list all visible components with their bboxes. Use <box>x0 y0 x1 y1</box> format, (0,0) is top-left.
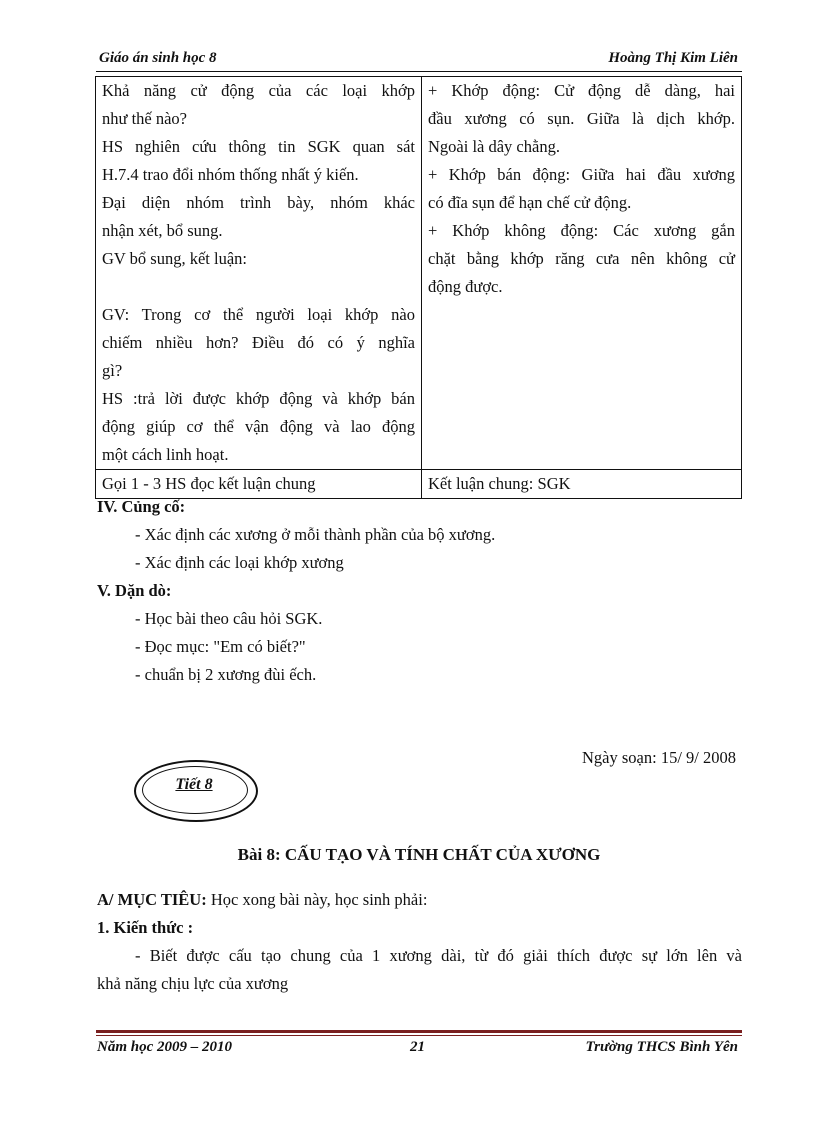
header-left: Giáo án sinh học 8 <box>99 50 217 66</box>
list-item: - Đọc mục: "Em có biết?" <box>135 637 306 656</box>
table-line: Khả năng cử động của các loại khớp <box>102 81 415 100</box>
table-line: + Khớp không động: Các xương gắn <box>428 221 735 240</box>
knowledge-heading: 1. Kiến thức : <box>97 918 194 937</box>
header-rule <box>96 71 742 72</box>
table-line: Đại diện nhóm trình bày, nhóm khác <box>102 193 415 212</box>
section-iv-heading: IV. Củng cố: <box>97 497 186 516</box>
footer-rule-thin <box>96 1035 742 1036</box>
conclusion-activity-cell: Gọi 1 - 3 HS đọc kết luận chung <box>96 470 422 499</box>
content-cell <box>422 77 742 470</box>
objectives-line <box>97 886 427 914</box>
table-line: động được. <box>428 277 503 296</box>
table-line: + Khớp bán động: Giữa hai đầu xương <box>428 165 735 184</box>
table-line: động giúp cơ thể vận động và lao động <box>102 417 415 436</box>
lesson-badge: Tiết 8 <box>175 776 213 793</box>
knowledge-line-1: - Biết được cấu tạo chung của 1 xương dài, từ đó giải thích được sự lớn lên và <box>135 946 742 965</box>
table-line: có đĩa sụn để hạn chế cử động. <box>428 193 632 212</box>
table-line: GV: Trong cơ thể người loại khớp nào <box>102 305 415 324</box>
list-item: - Xác định các xương ở mỗi thành phần của bộ xương. <box>135 525 496 544</box>
table-line: Ngoài là dây chằng. <box>428 137 560 156</box>
table-line: HS nghiên cứu thông tin SGK quan sát <box>102 137 415 156</box>
list-item: - Học bài theo câu hỏi SGK. <box>135 609 323 628</box>
table-row <box>96 77 742 470</box>
table-line: GV bổ sung, kết luận: <box>102 249 247 268</box>
table-line: một cách linh hoạt. <box>102 445 229 464</box>
list-item: - chuẩn bị 2 xương đùi ếch. <box>135 665 317 684</box>
table-line <box>102 273 415 301</box>
knowledge-line-2: khả năng chịu lực của xương <box>97 974 289 993</box>
footer-rule <box>96 1030 742 1033</box>
objectives-text: Học xong bài này, học sinh phải: <box>206 890 428 909</box>
conclusion-content-cell: Kết luận chung: SGK <box>422 470 742 499</box>
teacher-student-activity-cell <box>96 77 422 470</box>
footer-school: Trường THCS Bình Yên <box>585 1039 738 1055</box>
objectives-label: A/ MỤC TIÊU: <box>97 890 207 909</box>
table-line: H.7.4 trao đổi nhóm thống nhất ý kiến. <box>102 165 359 184</box>
activity-table <box>95 76 742 499</box>
page-number: 21 <box>410 1039 425 1055</box>
table-line: gì? <box>102 361 123 380</box>
lesson-title: Bài 8: CẤU TẠO VÀ TÍNH CHẤT CỦA XƯƠNG <box>237 845 601 864</box>
table-row <box>96 470 742 499</box>
footer-year: Năm học 2009 – 2010 <box>97 1039 232 1055</box>
table-line: + Khớp động: Cử động dễ dàng, hai <box>428 81 735 100</box>
table-line: như thế nào? <box>102 109 187 128</box>
table-line: nhận xét, bổ sung. <box>102 221 223 240</box>
header-right: Hoàng Thị Kim Liên <box>608 50 738 66</box>
table-line: chiếm nhiều hơn? Điều đó có ý nghĩa <box>102 333 415 352</box>
prep-date: Ngày soạn: 15/ 9/ 2008 <box>582 748 736 767</box>
table-line: chặt bằng khớp răng cưa nên không cử <box>428 249 735 268</box>
table-line: đầu xương có sụn. Giữa là dịch khớp. <box>428 109 735 128</box>
table-line: HS :trả lời được khớp động và khớp bán <box>102 389 415 408</box>
list-item: - Xác định các loại khớp xương <box>135 553 344 572</box>
section-v-heading: V. Dặn dò: <box>97 581 172 600</box>
